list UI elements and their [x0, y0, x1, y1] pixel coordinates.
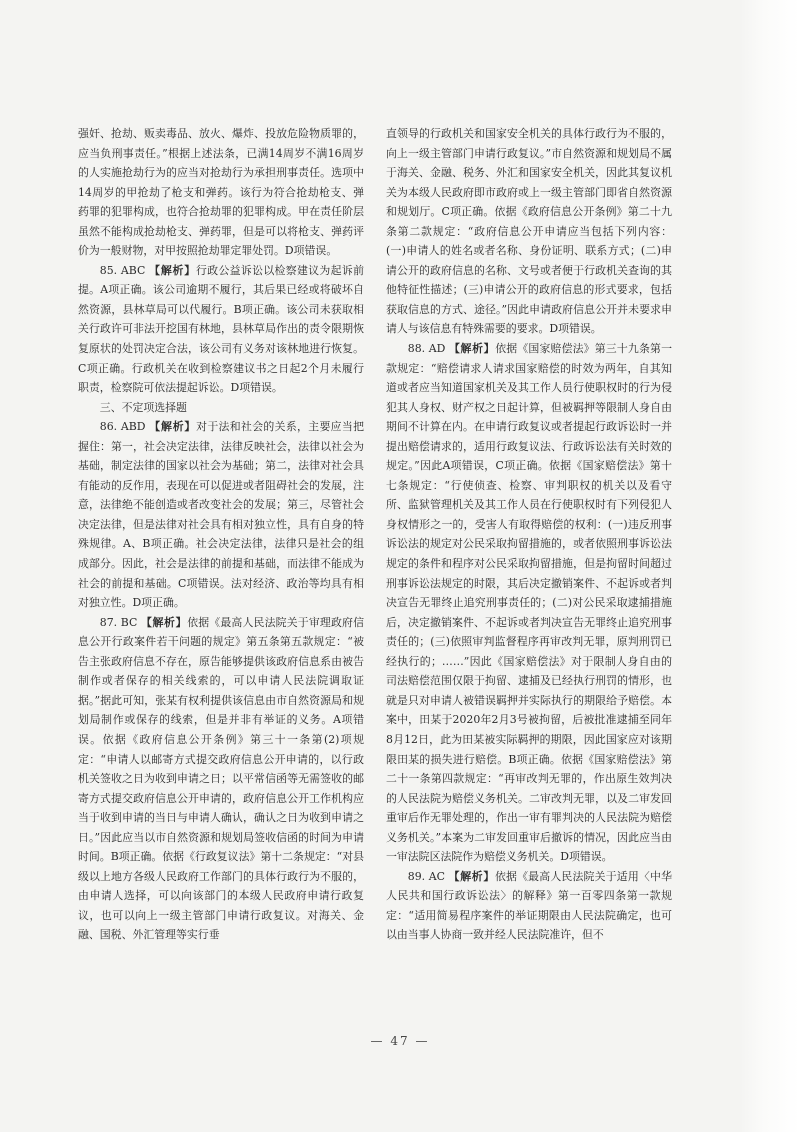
analysis-tag: 【解析】	[149, 263, 196, 277]
answer-number: 87. BC	[99, 615, 138, 629]
paragraph-continuation: 直领导的行政机关和国家安全机关的具体行政行为不服的，向上一级主管部门申请行政复议。”市自然资源和规划局不属于海关、金融、税务、外汇和国家安全机关，因此其复议机关为本级人民政府即市政府或上一级主管部门即省自然资源和规划厅。C项正确。依据《政府信息公开条例》第二十九条第二款规定：“政府信息公开申请应当包括下列内容：(一)申请人的姓名或者名称、身份证明、联系方式；(二)申请公开的政府信息的名称、文号或者便于行政机关查询的其他特征性描述；(三)申请公开的政府信息的形式要求，包括获取信息的方式、途径。”因此申请政府信息公开并未要求申请人与该信息有特殊需要的要求。D项错误。	[386, 127, 672, 336]
answer-text: 依据《最高人民法院关于审理政府信息公开行政案件若干问题的规定》第五条第五款规定：“被告主张政府信息不存在，原告能够提供该政府信息系由被告制作或者保存的相关线索的，可以申请人民法院调取证据。”据此可知，张某有权利提供该信息由市自然资源局和规划局制作或保存的线索，但是并非有举证的义务。A项错误。依据《政府信息公开条例》第三十一条第(2)项规定：“申请人以邮寄方式提交政府信息公开申请的，以行政机关签收之日为收到申请之日；以平常信函等无需签收的邮寄方式提交政府信息公开申请的，政府信息公开工作机构应当于收到申请的当日与申请人确认，确认之日为收到申请之日。”因此应当以市自然资源和规划局签收信函的时间为申请时间。B项正确。依据《行政复议法》第十二条规定：“对县级以上地方各级人民政府工作部门的具体行政行为不服的，由申请人选择，可以向该部门的本级人民政府申请行政复议，也可以向上一级主管部门申请行政复议。对海关、金融、国税、外汇管理等实行垂	[78, 615, 364, 942]
page-number: — 47 —	[370, 1034, 430, 1048]
analysis-tag: 【解析】	[140, 615, 188, 629]
answer-86	[78, 417, 364, 612]
answer-number: 86. ABD	[99, 420, 146, 434]
left-column	[78, 124, 364, 945]
answer-85	[78, 261, 364, 398]
answer-text: 依据《最高人民法院关于适用〈中华人民共和国行政诉讼法〉的解释》第一百零四条第一款规定：“适用简易程序案件的举证期限由人民法院确定，也可以由当事人协商一致并经人民法院准许，但不	[386, 869, 672, 942]
right-column	[386, 124, 672, 945]
analysis-tag: 【解析】	[448, 342, 496, 356]
analysis-tag: 【解析】	[149, 420, 197, 434]
page-edge	[740, 0, 800, 1132]
answer-87	[78, 613, 364, 945]
paragraph-continuation: 强奸、抢劫、贩卖毒品、放火、爆炸、投放危险物质罪的，应当负刑事责任。”根据上述法条，已满14周岁不满16周岁的人实施抢劫行为的应当对抢劫行为承担刑事责任。选项中14周岁的甲抢劫了枪支和弹药。该行为符合抢劫枪支、弹药罪的犯罪构成，也符合抢劫罪的犯罪构成。甲在责任阶层虽然不能构成抢劫枪支、弹药罪，但是可以将枪支、弹药评价为一般财物，对甲按照抢劫罪定罪处罚。D项错误。	[78, 127, 364, 258]
answer-text: 行政公益诉讼以检察建议为起诉前提。A项正确。该公司逾期不履行，其后果已经或将破坏自然资源，县林草局可以代履行。B项正确。该公司未获取相关行政许可非法开挖国有林地，县林草局作出的责令限期恢复原状的处罚决定合法，该公司有义务对该林地进行恢复。C项正确。行政机关在收到检察建议书之日起2个月未履行职责，检察院可依法提起诉讼。D项错误。	[78, 263, 364, 395]
section-title: 三、不定项选择题	[99, 400, 187, 414]
answer-text: 依据《国家赔偿法》第三十九条第一款规定：“赔偿请求人请求国家赔偿的时效为两年，自其知道或者应当知道国家机关及其工作人员行使职权时的行为侵犯其人身权、财产权之日起计算，但被羁押等限制人身自由期间不计算在内。在申请行政复议或者提起行政诉讼时一并提出赔偿请求的，适用行政复议法、行政诉讼法有关时效的规定。”因此A项错误，C项正确。依据《国家赔偿法》第十七条规定：“行使侦查、检察、审判职权的机关以及看守所、监狱管理机关及其工作人员在行使职权时有下列侵犯人身权情形之一的，受害人有取得赔偿的权利：(一)违反刑事诉讼法的规定对公民采取拘留措施的，或者依照刑事诉讼法规定的条件和程序对公民采取拘留措施，但是拘留时间超过刑事诉讼法规定的时限，其后决定撤销案件、不起诉或者判决宣告无罪终止追究刑事责任的；(二)对公民采取逮捕措施后，决定撤销案件、不起诉或者判决宣告无罪终止追究刑事责任的；(三)依照审判监督程序再审改判无罪，原判刑罚已经执行的；……”因此《国家赔偿法》对于限制人身自由的司法赔偿范围仅限于拘留、逮捕及已经执行刑罚的情形，也就是只对申请人被错误羁押并实际执行的期限给予赔偿。本案中，田某于2020年2月3号被拘留，后被批准逮捕至同年8月12日，此为田某被实际羁押的期限，因此国家应对该期限田某的损失进行赔偿。B项正确。依据《国家赔偿法》第二十一条第四款规定：“再审改判无罪的，作出原生效判决的人民法院为赔偿义务机关。二审改判无罪，以及二审发回重审后作无罪处理的，作出一审有罪判决的人民法院为赔偿义务机关。”本案为二审发回重审后撤诉的情况，因此应当由一审法院区法院作为赔偿义务机关。D项错误。	[386, 342, 672, 864]
answer-88	[386, 339, 672, 867]
answer-89	[386, 867, 672, 945]
answer-number: 89. AC	[407, 869, 445, 883]
analysis-tag: 【解析】	[448, 869, 495, 883]
answer-text: 对于法和社会的关系，主要应当把握住：第一，社会决定法律，法律反映社会，法律以社会为基础，制定法律的国家以社会为基础；第二，法律对社会具有能动的反作用，表现在可以促进或者阻碍社会的发展，注意，法律绝不能创造或者改变社会的发展；第三，尽管社会决定法律，但是法律对社会具有相对独立性，具有自身的特殊规律。A、B项正确。社会决定法律，法律只是社会的组成部分。因此，社会是法律的前提和基础，而法律不能成为社会的前提和基础。C项错误。法对经济、政治等均具有相对独立性。D项正确。	[78, 420, 364, 610]
answer-number: 88. AD	[407, 342, 446, 356]
answer-number: 85. ABC	[99, 263, 146, 277]
